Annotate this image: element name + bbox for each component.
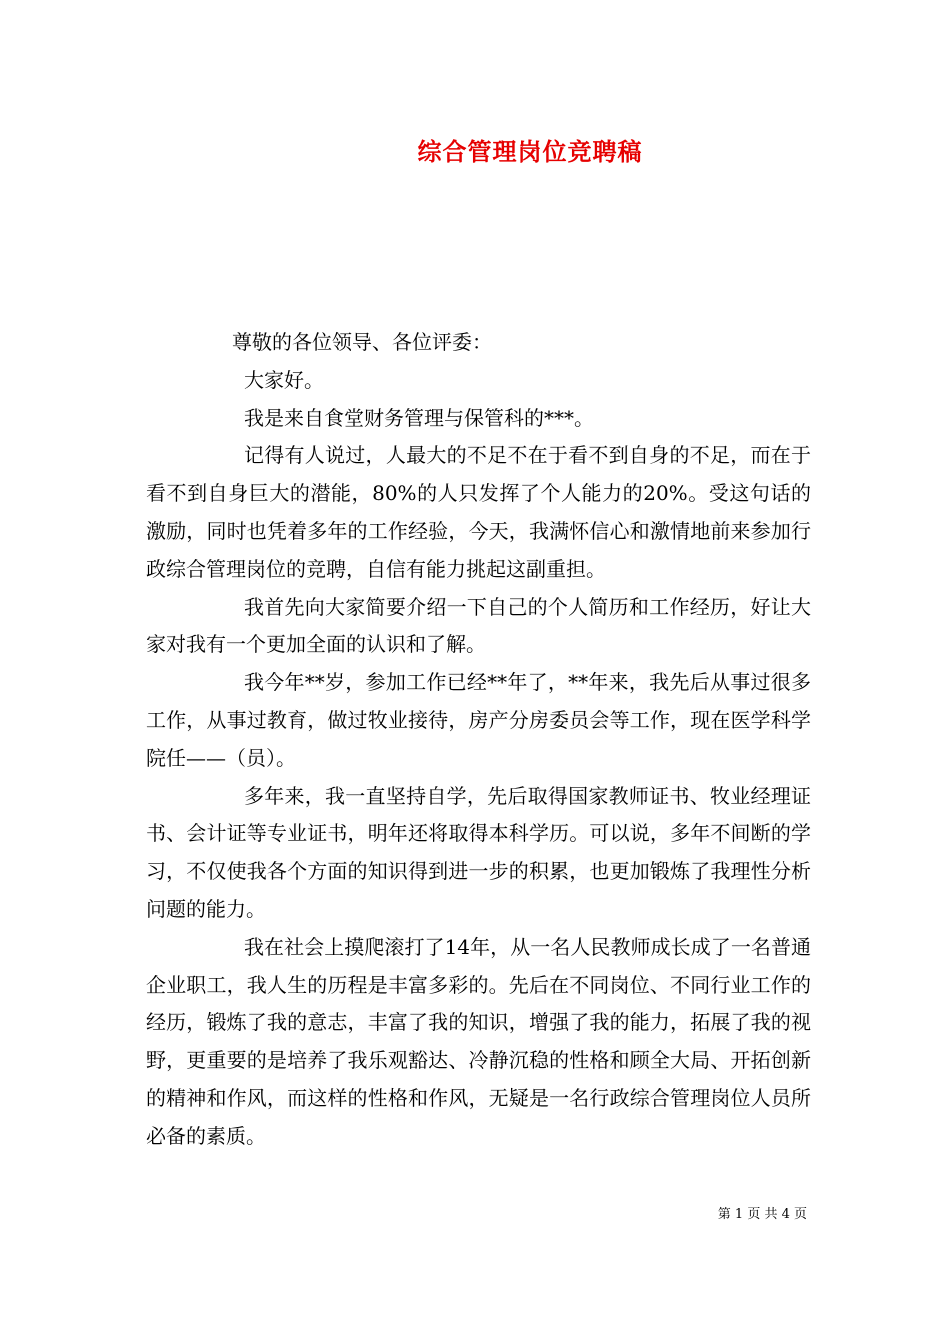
paragraph-work-history: 我今年**岁，参加工作已经**年了，**年来，我先后从事过很多工作，从事过教育，做过牧业接待，房产分房委员会等工作，现在医学科学院任——（员）。 (146, 670, 811, 770)
document-title: 综合管理岗位竞聘稿 (417, 137, 643, 166)
salutation: 尊敬的各位领导、各位评委： (232, 330, 492, 354)
paragraph-self-study: 多年来，我一直坚持自学，先后取得国家教师证书、牧业经理证书、会计证等专业证书，明年还将取得本科学历。可以说，多年不间断的学习，不仅使我各个方面的知识得到进一步的积累，也更加锻炼了我理性分析问题的能力。 (146, 783, 811, 921)
paragraph-greeting: 大家好。 (244, 367, 324, 392)
document-body (146, 324, 811, 1156)
paragraph-experience: 我在社会上摸爬滚打了14年，从一名人民教师成长成了一名普通企业职工，我人生的历程是丰富多彩的。先后在不同岗位、不同行业工作的经历，锻炼了我的意志，丰富了我的知识，增强了我的能力，拓展了我的视野，更重要的是培养了我乐观豁达、冷静沉稳的性格和顾全大局、开拓创新的精神和作风，而这样的性格和作风，无疑是一名行政综合管理岗位人员所必备的素质。 (146, 934, 811, 1148)
paragraph-self-intro: 我是来自食堂财务管理与保管科的***。 (244, 405, 594, 430)
page-number-footer: 第 1 页 共 4 页 (717, 1207, 807, 1222)
paragraph-resume-intro: 我首先向大家简要介绍一下自己的个人简历和工作经历，好让大家对我有一个更加全面的认识和了解。 (146, 594, 811, 657)
paragraph-motivation: 记得有人说过，人最大的不足不在于看不到自身的不足，而在于看不到自身巨大的潜能，80%的人只发挥了个人能力的20%。受这句话的激励，同时也凭着多年的工作经验，今天，我满怀信心和激情地前来参加行政综合管理岗位的竞聘，自信有能力挑起这副重担。 (146, 443, 811, 581)
